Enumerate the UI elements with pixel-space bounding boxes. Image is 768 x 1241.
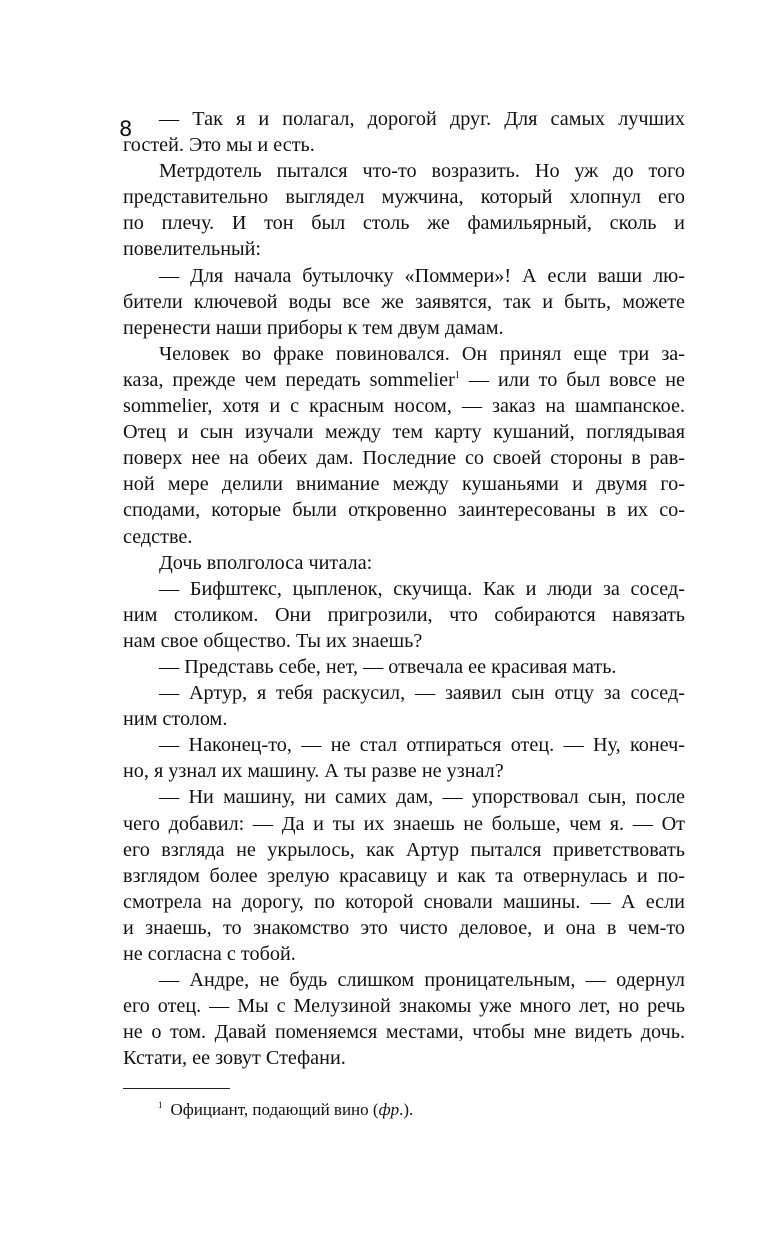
text-line: Метрдотель пытался что-то возразить. Но уж до того (159, 160, 685, 183)
text-line: его взгляда не укрылось, как Артур пытался приветствовать (123, 838, 685, 861)
text-line: бители ключевой воды все же заявятся, так и быть, можете (123, 290, 685, 313)
text-line: повелительный: (123, 238, 261, 261)
footnote-text: Официант, подающий вино ( (170, 1100, 379, 1119)
text-line: поверх нее на обеих дам. Последние со своей стороны в рав- (123, 447, 685, 470)
text-fragment: — или то был вовсе не (468, 368, 686, 391)
text-line: — Андре, не будь слишком проницательным, — одернул (159, 969, 685, 992)
text-line: но, я узнал их машину. А ты разве не узнал? (123, 760, 504, 783)
text-line: его отец. — Мы с Мелузиной знакомы уже много лет, но речь (123, 995, 685, 1018)
text-line: нам свое общество. Ты их знаешь? (123, 629, 423, 652)
text-line: ной мере делили внимание между кушаньями и двумя го- (123, 473, 685, 496)
text-line: представительно выглядел мужчина, который хлопнул его (123, 186, 685, 209)
text-line: сподами, которые были откровенно заинтересованы в их со- (123, 499, 685, 522)
text-line: Кстати, ее зовут Стефани. (123, 1047, 346, 1070)
text-line: чего добавил: — Да и ты их знаешь не больше, чем я. — От (123, 812, 685, 835)
text-line: не согласна с тобой. (123, 943, 296, 965)
text-line: и знаешь, то знакомство это чисто деловое, и она в чем-то (123, 916, 685, 939)
text-line: — Ни машину, ни самих дам, — упорствовал сын, после (159, 786, 685, 809)
text-line: Отец и сын изучали между тем карту кушаний, поглядывая (123, 421, 685, 444)
footnote-marker: 1 (454, 369, 460, 381)
text-line: — Артур, я тебя раскусил, — заявил сын отцу за сосед- (159, 682, 685, 705)
text-line: Дочь вполголоса читала: (159, 551, 373, 574)
text-line: седстве. (123, 525, 193, 548)
text-line: — Бифштекс, цыпленок, скучища. Как и люди за сосед- (159, 577, 685, 600)
text-line: sommelier, хотя и с красным носом, — заказ на шампанское. (123, 395, 685, 418)
text-line: — Представь себе, нет, — отвечала ее красивая мать. (159, 655, 617, 678)
footnote (158, 1100, 413, 1120)
footnote-tail: .). (399, 1100, 414, 1119)
footnote-number: 1 (158, 1100, 163, 1110)
text-line: Человек во фраке повиновался. Он принял еще три за- (159, 342, 685, 365)
footnote-italic: фр (378, 1100, 400, 1119)
body-text (123, 106, 685, 1071)
text-line: смотрела на дорогу, по которой сновали машины. — А если (123, 890, 685, 913)
text-line (123, 367, 685, 393)
text-line: — Для начала бутылочку «Поммери»! А если ваши лю- (159, 264, 685, 287)
text-fragment: каза, прежде чем передать sommelier (123, 368, 455, 391)
text-line: гостей. Это мы и есть. (123, 134, 315, 157)
text-line: не о том. Давай поменяемся местами, чтобы мне видеть дочь. (123, 1021, 685, 1044)
text-line: по плечу. И тон был столь же фамильярный, сколь и (123, 212, 685, 235)
text-line: — Наконец-то, — не стал отпираться отец. — Ну, конеч- (159, 734, 685, 757)
footnote-divider (123, 1088, 230, 1089)
text-line: взглядом более зрелую красавицу и как та отвернулась и по- (123, 864, 685, 887)
page-number: 8 (119, 117, 133, 141)
text-line: — Так я и полагал, дорогой друг. Для самых лучших (159, 108, 685, 130)
text-line: ним столом. (123, 708, 228, 731)
text-line: ним столиком. Они пригрозили, что собираются навязать (123, 603, 685, 626)
text-line: перенести наши приборы к тем двум дамам. (123, 316, 504, 339)
